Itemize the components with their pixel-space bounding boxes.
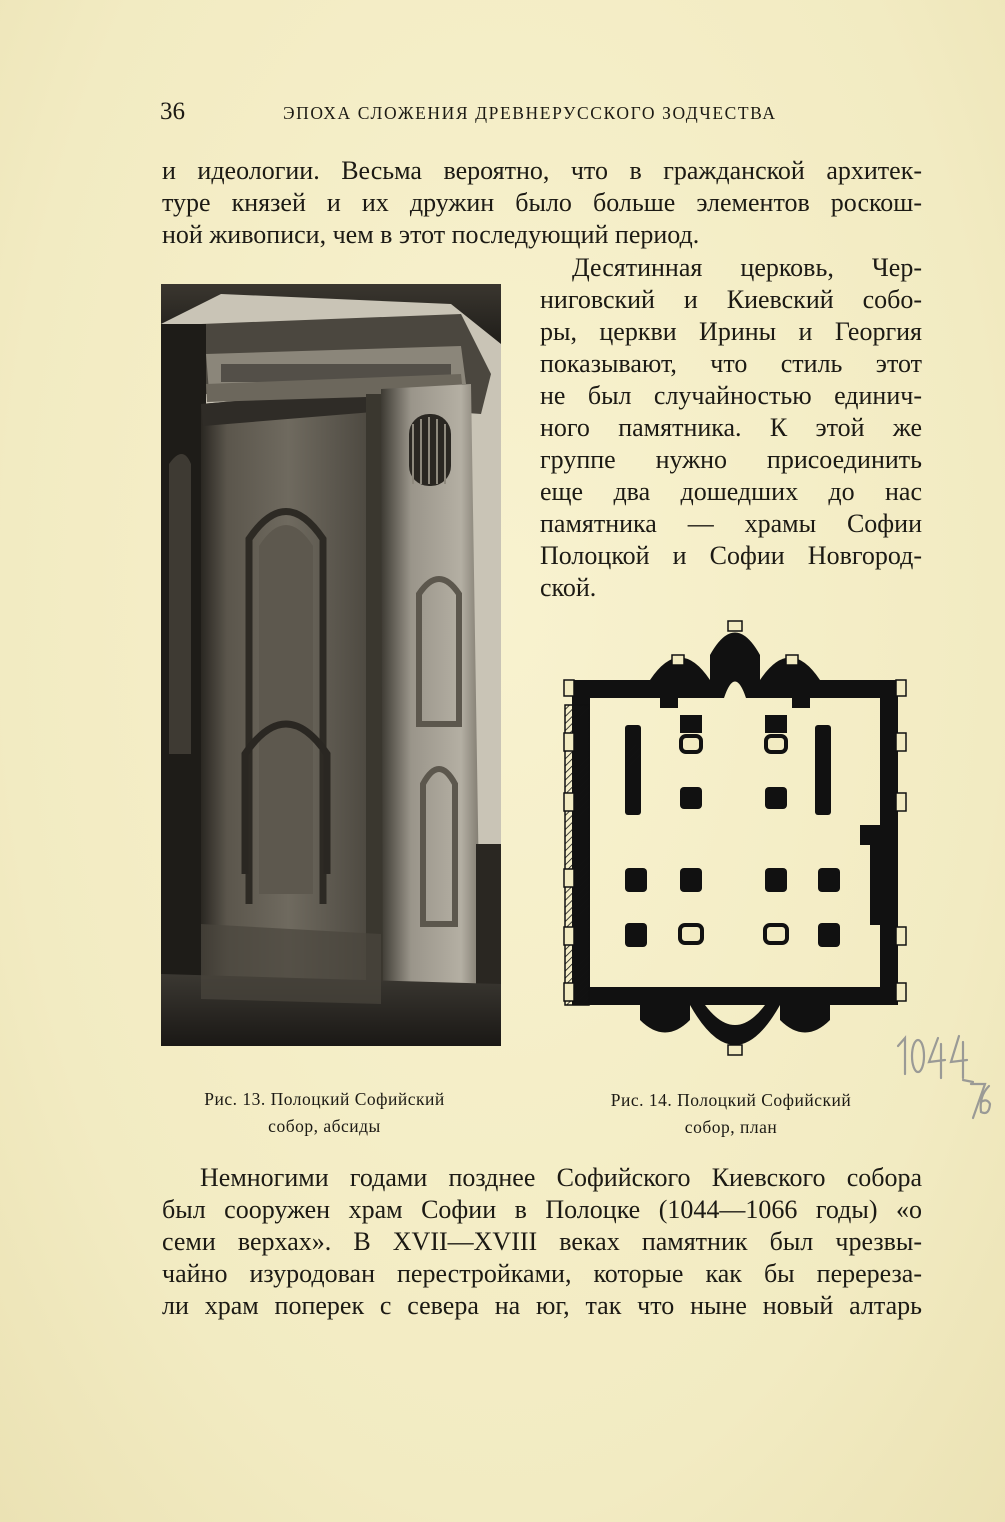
text-line: еще два дошедших до нас [540, 477, 922, 506]
text-line: памятника — храмы Софии [540, 509, 922, 538]
text-line: ской. [540, 573, 597, 602]
text-line: Полоцкой и Софии Новгород- [540, 541, 922, 570]
paragraph-main [162, 1162, 922, 1322]
text-line: ры, церкви Ирины и Георгия [540, 317, 922, 346]
text-line: Немногими годами позднее Софийского Киевского собора [200, 1163, 922, 1192]
text-line: ного памятника. К этой же [540, 413, 922, 442]
text-line: туре князей и их дружин было больше элементов роскош- [162, 188, 922, 217]
paragraph-side [540, 252, 922, 604]
text-line: был сооружен храм Софии в Полоцке (1044—1066 годы) «о [162, 1195, 922, 1224]
cathedral-plan [560, 615, 910, 1070]
figure-14-caption [566, 1087, 896, 1141]
caption-line: Рис. 14. Полоцкий Софийский [610, 1090, 852, 1110]
text-line: ной живописи, чем в этот последующий период. [162, 220, 700, 249]
text-line: Десятинная церковь, Чер- [572, 253, 922, 282]
text-line: ниговский и Киевский собо- [540, 285, 922, 314]
figure-13-caption [162, 1086, 487, 1140]
text-line: чайно изуродован перестройками, которые как бы перереза- [162, 1259, 922, 1288]
running-title: ЭПОХА СЛОЖЕНИЯ ДРЕВНЕРУССКОГО ЗОДЧЕСТВА [283, 103, 777, 123]
text-line: семи верхах». В XVII—XVIII веках памятник был чрезвы- [162, 1227, 922, 1256]
caption-line: Рис. 13. Полоцкий Софийский [204, 1089, 445, 1109]
text-line: и идеологии. Весьма вероятно, что в гражданской архитек- [162, 156, 922, 185]
page-number: 36 [160, 98, 185, 125]
text-line: группе нужно присоединить [540, 445, 922, 474]
text-line: ли храм поперек с севера на юг, так что ныне новый алтарь [162, 1291, 922, 1320]
caption-line: собор, абсиды [268, 1116, 381, 1136]
apse-photo [161, 284, 501, 1046]
paragraph-intro [162, 155, 922, 251]
handwritten-margin-note [893, 1026, 993, 1121]
text-line: показывают, что стиль этот [540, 349, 922, 378]
caption-line: собор, план [684, 1117, 778, 1137]
text-line: не был случайностью единич- [540, 381, 922, 410]
